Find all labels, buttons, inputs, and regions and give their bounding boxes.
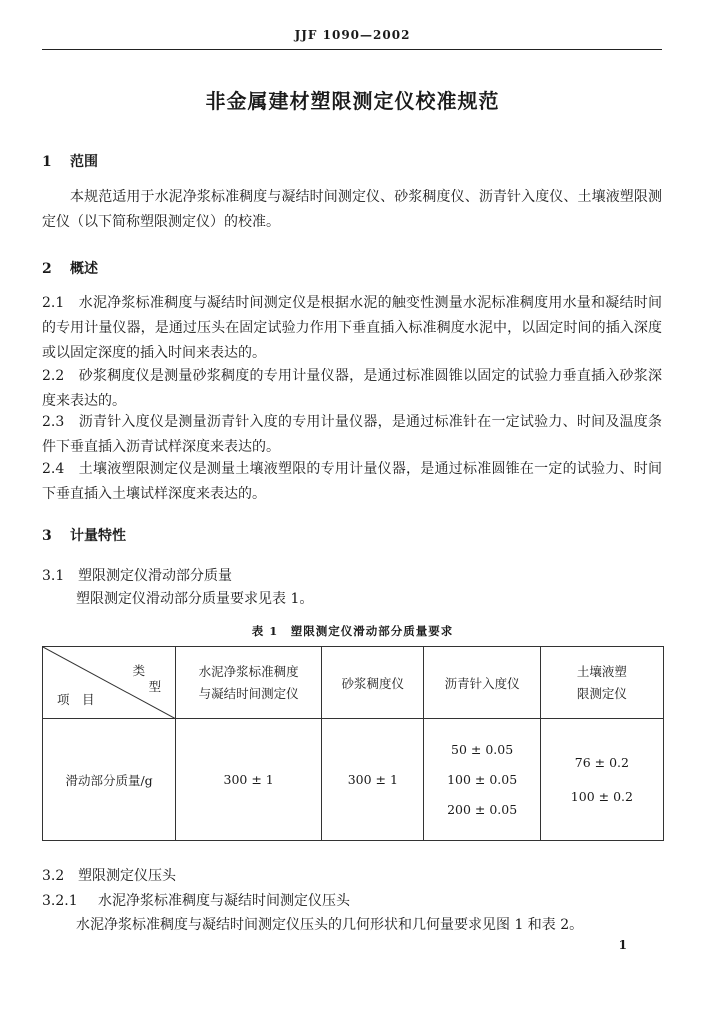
subsection-title: 水泥净浆标准稠度与凝结时间测定仪压头 xyxy=(98,893,350,909)
section-title: 范围 xyxy=(70,154,98,170)
cell-cement-tester-mass: 300 ± 1 xyxy=(176,719,322,841)
corner-label-type-1: 类 xyxy=(132,663,146,678)
standard-code-header: JJF 1090—2002 xyxy=(294,28,411,42)
paragraph-2-4: 2.4 土壤液塑限测定仪是测量土壤液塑限的专用计量仪器，是通过标准圆锥在一定的试验力、时间下垂直插入土壤试样深度来表达的。 xyxy=(42,461,662,502)
column-header-mortar-tester: 砂浆稠度仪 xyxy=(322,647,424,719)
row-label-sliding-mass: 滑动部分质量/g xyxy=(43,719,176,841)
corner-label-type-2: 型 xyxy=(148,679,162,694)
corner-label-item: 项 目 xyxy=(57,692,95,707)
cell-mortar-tester-mass: 300 ± 1 xyxy=(322,719,424,841)
paragraph-2-1: 2.1 水泥净浆标准稠度与凝结时间测定仪是根据水泥的触变性测量水泥标准稠度用水量和凝结时间的专用计量仪器，是通过压头在固定试验力作用下垂直插入标准稠度水泥中，以固定时间的插入深度或以固定深度的插入时间来表达的。 xyxy=(42,295,662,361)
subsection-title: 塑限测定仪压头 xyxy=(78,868,176,884)
table-1-caption: 表 1 塑限测定仪滑动部分质量要求 xyxy=(251,624,454,638)
subsection-number: 3.2 xyxy=(42,868,65,884)
column-header-asphalt-penetrometer: 沥青针入度仪 xyxy=(424,647,540,719)
subsection-3-1-paragraph: 塑限测定仪滑动部分质量要求见表 1。 xyxy=(76,591,314,607)
section-title: 计量特性 xyxy=(70,528,126,544)
section-3-heading xyxy=(42,525,126,545)
column-header-soil-limit-tester: 土壤液塑 限测定仪 xyxy=(540,647,663,719)
subsection-number: 3.2.1 xyxy=(42,893,78,909)
paragraph-2-2: 2.2 砂浆稠度仪是测量砂浆稠度的专用计量仪器，是通过标准圆锥以固定的试验力垂直插入砂浆深度来表达的。 xyxy=(42,368,662,409)
cell-asphalt-penetrometer-mass: 50 ± 0.05 100 ± 0.05 200 ± 0.05 xyxy=(424,719,540,841)
paragraph-2-3: 2.3 沥青针入度仪是测量沥青针入度的专用计量仪器，是通过标准针在一定试验力、时间及温度条件下垂直插入沥青试样深度来表达的。 xyxy=(42,414,662,455)
subsection-3-1-heading xyxy=(42,565,232,585)
section-1-paragraph: 本规范适用于水泥净浆标准稠度与凝结时间测定仪、砂浆稠度仪、沥青针入度仪、土壤液塑限测定仪（以下简称塑限测定仪）的校准。 xyxy=(42,189,662,230)
section-1-heading xyxy=(42,151,98,171)
header-rule xyxy=(42,49,662,50)
section-title: 概述 xyxy=(70,261,98,277)
section-number: 2 xyxy=(42,261,52,277)
section-number: 1 xyxy=(42,154,52,170)
table-1 xyxy=(42,646,664,841)
section-2-heading xyxy=(42,258,98,278)
subsection-3-2-1-heading xyxy=(42,890,350,910)
subsection-3-2-heading xyxy=(42,865,176,885)
table-row xyxy=(43,719,664,841)
table-corner-cell xyxy=(43,647,176,719)
cell-soil-limit-tester-mass: 76 ± 0.2 100 ± 0.2 xyxy=(540,719,663,841)
page-number: 1 xyxy=(618,938,627,952)
subsection-3-2-1-paragraph: 水泥净浆标准稠度与凝结时间测定仪压头的几何形状和几何量要求见图 1 和表 2。 xyxy=(76,917,584,933)
subsection-number: 3.1 xyxy=(42,568,65,584)
table-header-row xyxy=(43,647,664,719)
subsection-title: 塑限测定仪滑动部分质量 xyxy=(78,568,232,584)
document-title: 非金属建材塑限测定仪校准规范 xyxy=(205,89,500,113)
column-header-cement-tester: 水泥净浆标准稠度 与凝结时间测定仪 xyxy=(176,647,322,719)
section-number: 3 xyxy=(42,528,52,544)
